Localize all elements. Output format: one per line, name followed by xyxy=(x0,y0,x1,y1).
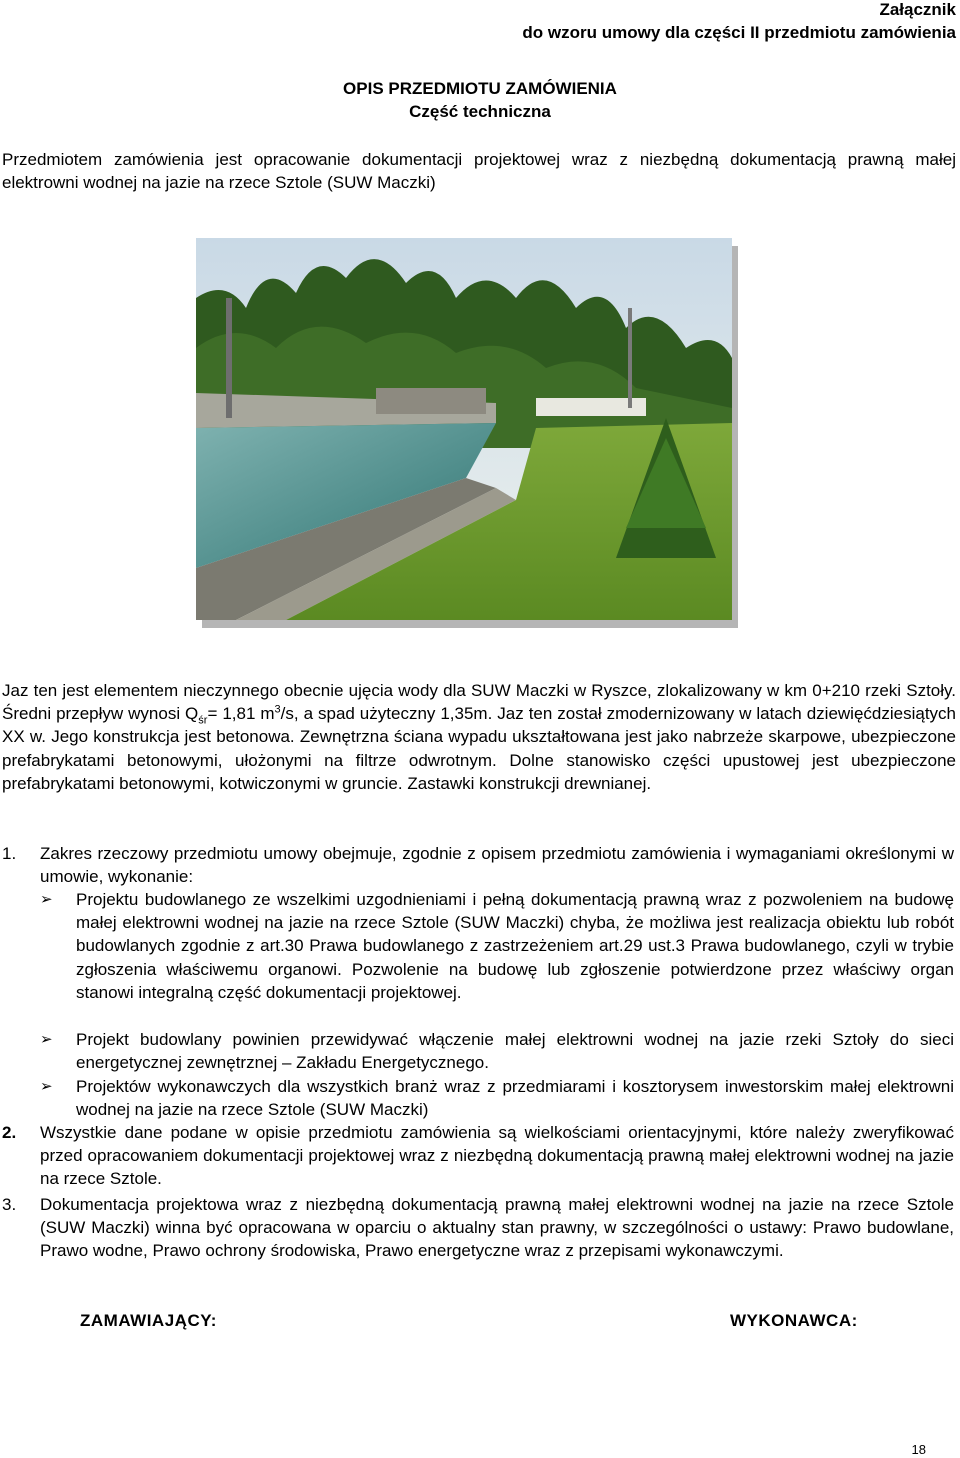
description-paragraph xyxy=(2,679,956,795)
weir-photo xyxy=(196,238,738,628)
document-title: OPIS PRZEDMIOTU ZAMÓWIENIA xyxy=(343,79,617,98)
description-part3: /s, a spad użyteczny 1,35m. Jaz ten został zmodernizowany w latach dziewięćdziesiątych XX w. Jego konstrukcja jest betonowa. Zewnętrzna ściana wypadu ukształtowana jest jako nabrzeże skarpowe, ubezpieczone prefabrykatami betonowymi, ułożonymi na filtrze odwrotnym. Dolne stanowisko części upustowej jest ubezpieczone prefabrykatami betonowymi, kotwiczonymi w gruncie. Zastawki konstrukcji drewnianej. xyxy=(2,704,957,793)
attachment-label: Załącznik xyxy=(879,0,956,19)
sub-list-item-text: Projekt budowlany powinien przewidywać włączenie małej elektrowni wodnej na jazie rzeki Sztoły do sieci energetycznej zewnętrznej – Zakładu Energetycznego. xyxy=(76,1030,954,1073)
unit-superscript: 3 xyxy=(274,703,281,716)
sub-list-item-text: Projektów wykonawczych dla wszystkich branż wraz z przedmiarami i kosztorysem inwestorskim małej elektrowni wodnej na jazie na rzece Sztole (SUW Maczki) xyxy=(76,1077,954,1120)
arrow-bullet-icon: ➢ xyxy=(40,891,53,908)
signature-ordering-party: ZAMAWIAJĄCY: xyxy=(80,1311,217,1330)
sub-list-item-text: Projektu budowlanego ze wszelkimi uzgodnieniami i pełną dokumentacją prawną wraz z pozwoleniem na budowę małej elektrowni wodnej na jazie na rzece Sztole (SUW Maczki) chyba, że możliwa jest realizacja obiektu lub robót budowlanych zgodnie z art.30 Prawa budowlanego z zastrzeżeniem art.29 ust.3 Prawa budowlanego, czyli w trybie zgłoszenia właściwemu organowi. Pozwolenie na budowę lub zgłoszenie potwierdzone przez właściwy organ stanowi integralną część dokumentacji projektowej. xyxy=(76,890,954,1002)
list-item-number: 1. xyxy=(2,844,17,863)
flow-subscript: śr xyxy=(198,714,208,727)
arrow-bullet-icon: ➢ xyxy=(40,1031,53,1048)
signature-contractor: WYKONAWCA: xyxy=(730,1311,858,1330)
attachment-reference: do wzoru umowy dla części II przedmiotu zamówienia xyxy=(522,23,956,42)
arrow-bullet-icon: ➢ xyxy=(40,1078,53,1095)
document-subtitle: Część techniczna xyxy=(409,102,551,121)
list-item-number: 3. xyxy=(2,1195,17,1214)
weir-photo-image xyxy=(196,238,738,628)
page-number: 18 xyxy=(911,1442,926,1457)
intro-paragraph: Przedmiotem zamówienia jest opracowanie dokumentacji projektowej wraz z niezbędną dokumentacją prawną małej elektrowni wodnej na jazie na rzece Sztole (SUW Maczki) xyxy=(2,150,956,193)
description-part1: Jaz ten jest elementem nieczynnego obecnie ujęcia wody dla SUW Maczki w Ryszce, zlokalizowany w km 0+210 rzeki Sztoły. Średni przepływ wynosi Q xyxy=(2,681,956,724)
list-item-text: Wszystkie dane podane w opisie przedmiotu zamówienia są wielkościami orientacyjnymi, które należy zweryfikować przed opracowaniem dokumentacji projektowej wraz z niezbędną dokumentacją prawną małej elektrowni wodnej na jazie na rzece Sztole. xyxy=(40,1123,954,1189)
description-part2: = 1,81 m xyxy=(207,704,275,724)
list-item-number: 2. xyxy=(2,1123,17,1142)
list-item-text: Zakres rzeczowy przedmiotu umowy obejmuje, zgodnie z opisem przedmiotu zamówienia i wymaganiami określonymi w umowie, wykonanie: xyxy=(40,844,954,887)
list-item-text: Dokumentacja projektowa wraz z niezbędną dokumentacją prawną małej elektrowni wodnej na jazie na rzece Sztole (SUW Maczki) winna być opracowana w oparciu o aktualny stan prawny, w szczególności o ustawy: Prawo budowlane, Prawo wodne, Prawo ochrony środowiska, Prawo energetyczne wraz z przepisami wykonawczymi. xyxy=(40,1195,954,1261)
